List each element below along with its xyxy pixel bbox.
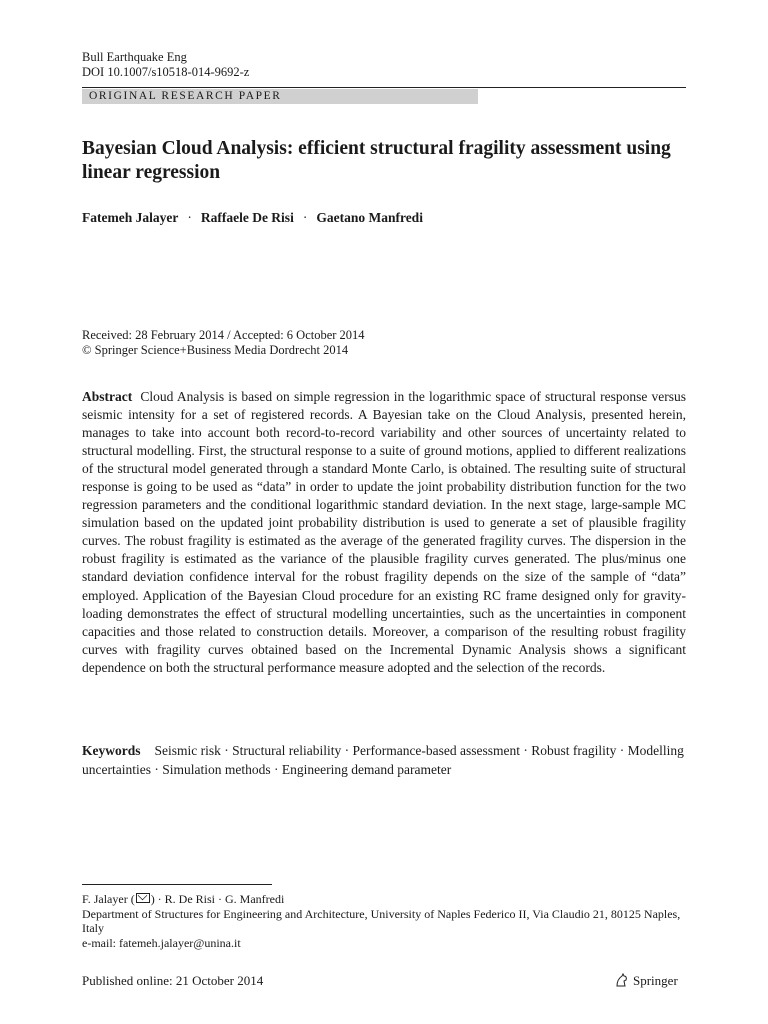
springer-horse-icon: [614, 972, 630, 988]
abstract: [82, 388, 686, 677]
journal-name: Bull Earthquake Eng: [82, 50, 187, 64]
affiliation-footnote: [82, 892, 686, 950]
footnote-rule: [82, 884, 272, 885]
keywords-text: Seismic risk · Structural reliability · Performance-based assessment · Robust fragility · Modelling uncertainties · Simulation methods · Engineering demand parameter: [82, 743, 684, 777]
abstract-text: Cloud Analysis is based on simple regression in the logarithmic space of structural response versus seismic intensity for a set of registered records. A Bayesian take on the Cloud Analysis, presented herein, manages to take into account both record-to-record variability and other sources of uncertainty related to structural modelling. First, the structural response to a suite of ground motions, applied to different realizations of the structural model generated through a standard Monte Carlo, is obtained. The resulting suite of structural response is going to be used as “data” in order to update the joint probability distribution function for the two regression parameters and the conditional logarithmic standard deviation. In the next stage, large-sample MC simulation based on the updated joint probability distribution is used to generate a set of plausible fragility curves. The robust fragility is estimated as the average of the generated fragility curves. The dispersion in the robust fragility is estimated as the variance of the plausible fragility curves generated. The plus/minus one standard deviation confidence interval for the robust fragility depends on the size of the sample of “data” employed. Application of the Bayesian Cloud procedure for an existing RC frame designed only for gravity-loading demonstrates the effect of structural modelling uncertainties, such as the uncertainties in component capacities and those related to construction details. Moreover, a comparison of the resulting robust fragility curves with fragility curves obtained based on the Incremental Dynamic Analysis shows a significant dependence on both the structural performance measure adopted and the selection of the records.: [82, 389, 686, 675]
keywords-heading: Keywords: [82, 743, 141, 758]
copyright: © Springer Science+Business Media Dordrecht 2014: [82, 343, 349, 357]
abstract-heading: Abstract: [82, 389, 133, 404]
department: Department of Structures for Engineering and Architecture, University of Naples Federico II, Via Claudio 21, 80125 Naples, Italy: [82, 906, 681, 935]
received-accepted: Received: 28 February 2014 / Accepted: 6 October 2014: [82, 328, 365, 342]
category-label: ORIGINAL RESEARCH PAPER: [89, 90, 282, 102]
author-line: [82, 892, 686, 907]
email[interactable]: e-mail: fatemeh.jalayer@unina.it: [82, 935, 241, 950]
doi[interactable]: DOI 10.1007/s10518-014-9692-z: [82, 65, 250, 79]
publisher-logo: [614, 972, 678, 989]
header-rule: [82, 87, 686, 88]
separator: ·: [302, 210, 308, 225]
keywords: [82, 741, 686, 779]
corresponding-author: F. Jalayer (: [82, 892, 135, 906]
separator: ·: [187, 210, 192, 225]
author[interactable]: Gaetano Manfredi: [316, 210, 423, 225]
author-list: [82, 210, 423, 226]
journal-header: [82, 50, 249, 80]
paper-title: Bayesian Cloud Analysis: efficient structural fragility assessment using linear regression: [82, 138, 671, 183]
published-date: Published online: 21 October 2014: [82, 973, 264, 988]
envelope-icon[interactable]: [136, 893, 150, 903]
publisher-name: Springer: [633, 973, 678, 988]
category-bar: [82, 89, 478, 104]
author[interactable]: Raffaele De Risi: [200, 210, 294, 225]
author[interactable]: Fatemeh Jalayer: [82, 210, 179, 225]
dates-block: [82, 328, 365, 358]
coauthors: ) · R. De Risi · G. Manfredi: [150, 892, 285, 906]
